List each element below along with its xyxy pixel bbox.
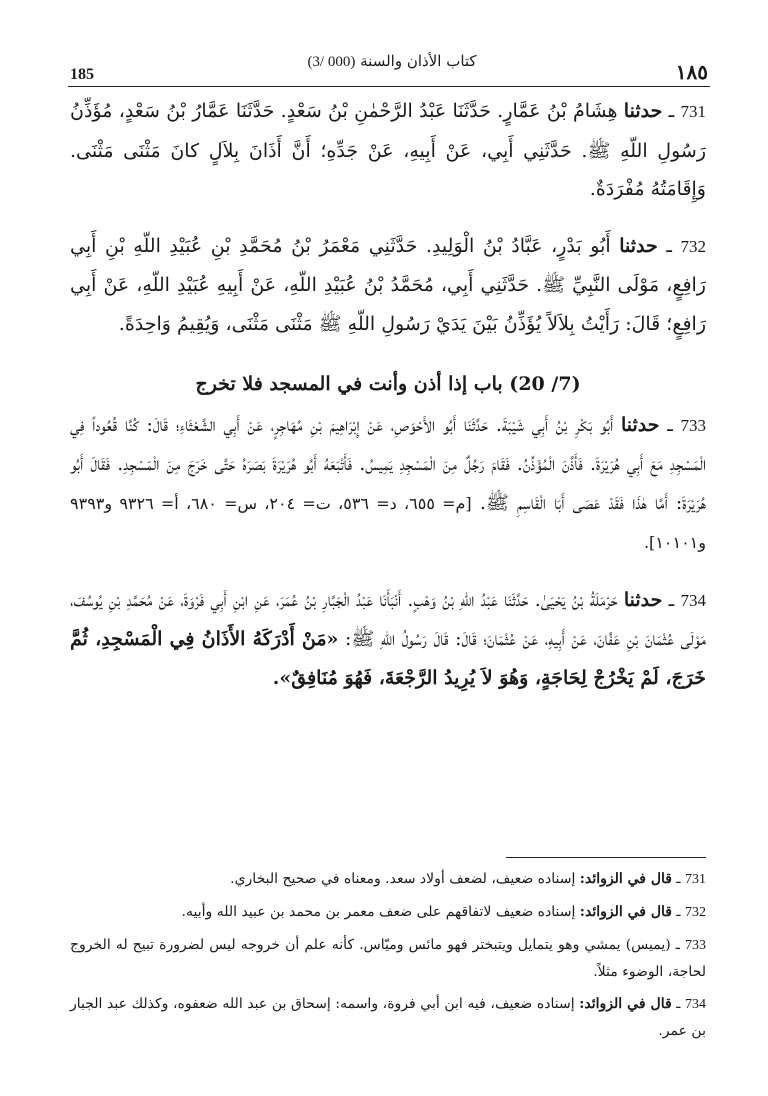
chapter-title: (7/ 20) باب إذا أذن وأنت في المسجد فلا تخرج: [195, 373, 581, 395]
footnote-732: 732 ـ قال في الزوائد: إسناده ضعيف لاتفاقهم على ضعف معمر بن محمد بن عبيد الله وأبيه.: [181, 904, 706, 920]
main-text: [70, 92, 706, 697]
hadith-733: 733 ـ حدثنا أَبُو بَكْرِ بْنُ أَبِي شَيْبَةَ. حَدَّثَنَا أَبُو الأَحْوَصِ، عَنْ إِبْرَاهِيمَ بْنِ مُهَاجِرٍ، عَنْ أَبِي الشَّعْثَاءِ؛ قَالَ: كُنَّا قُعُوداً فِي الْمَسْجِدِ مَعَ أَبِي هُرَيْرَةَ. فَأَذَّنَ الْمُؤَذِّنُ. فَقَامَ رَجُلٌ مِنَ الْمَسْجِدِ يَمِيسُ. فَأَتْبَعَهُ أَبُو هُرَيْرَةَ بَصَرَهُ حَتَّى خَرَجَ مِنَ الْمَسْجِدِ. فَقَالَ أَبُو هُرَيْرَةَ: أَمَّا هٰذَا فَقَدْ عَصَى أَبَا الْقَاسِمِ ﷺ. [م= ٦٥٥، د= ٥٣٦، ت= ٢٠٤، س= ٦٨٠، أ= ٩٣٢٦ و٩٣٩٣ و١٠١٠١].: [70, 413, 707, 552]
footnote-734: 734 ـ قال في الزوائد: إسناده ضعيف، فيه ابن أبي فروة، واسمه: إسحاق بن عبد الله ضعفوه، وكذلك عبد الجبار بن عمر.: [70, 996, 706, 1039]
footnote-text: إسناده ضعيف، فيه ابن أبي فروة، واسمه: إسحاق بن عبد الله ضعفوه، وكذلك عبد الجبار بن عمر.: [70, 996, 706, 1039]
hadith-text: أَبُو بَكْرِ بْنُ أَبِي شَيْبَةَ. حَدَّثَنَا أَبُو الأَحْوَصِ، عَنْ إِبْرَاهِيمَ بْنِ مُهَاجِرٍ، عَنْ أَبِي الشَّعْثَاءِ؛ قَالَ: كُنَّا قُعُوداً فِي الْمَسْجِدِ مَعَ أَبِي هُرَيْرَةَ. فَأَذَّنَ الْمُؤَذِّنُ. فَقَامَ رَجُلٌ مِنَ الْمَسْجِدِ يَمِيسُ. فَأَتْبَعَهُ أَبُو هُرَيْرَةَ بَصَرَهُ حَتَّى خَرَجَ مِنَ الْمَسْجِدِ. فَقَالَ أَبُو هُرَيْرَةَ: أَمَّا هٰذَا فَقَدْ عَصَى أَبَا الْقَاسِمِ ﷺ.: [70, 413, 707, 514]
hadith-734: 734 ـ حدثنا حَرْمَلَةُ بْنُ يَحْيَىٰ. حَدَّثَنَا عَبْدُ اللّهِ بْنُ وَهْبٍ. أَنْبَأَنَا عَبْدُ الْجَبَّارِ بْنُ عُمَرَ، عَنِ ابْنِ أَبِي فَرْوَةَ، عَنْ مُحَمَّدِ بْنِ يُوسُفَ، مَوْلَى عُثْمَانَ بْنِ عَفَّانَ، عَنْ أَبِيهِ، عَنْ عُثْمَانَ؛ قَالَ: قَالَ رَسُولُ اللّهِ ﷺ: «مَنْ أَدْرَكَهُ الأَذَانُ فِي الْمَسْجِدِ، ثُمَّ خَرَجَ، لَمْ يَخْرُجْ لِحَاجَةٍ، وَهُوَ لاَ يُرِيدُ الرَّجْعَةَ، فَهُوَ مُنَافِقٌ».: [70, 588, 706, 689]
book-title: كتاب الأذان والسنة: [360, 52, 477, 70]
footnote-label: (يميس): [625, 937, 671, 953]
footnote-label: قال في الزوائد:: [579, 904, 672, 920]
page-number-arabic: ١٨٥: [675, 60, 708, 84]
hadith-number: 732: [680, 236, 706, 256]
hadith-text: هِشَامُ بْنُ عَمَّارٍ. حَدَّثَنَا عَبْدُ الرَّحْمٰنِ بْنُ سَعْدٍ. حَدَّثَنَا عَمَّارُ بْنُ سَعْدٍ، مُؤَذِّنُ رَسُولِ اللّهِ ﷺ. حَدَّثَنِي أَبِي، عَنْ أَبِيهِ، عَنْ جَدِّهِ؛ أَنَّ أَذَانَ بِلاَلٍ كانَ مَثْنَى مَثْنَى. وَإِقَامَتُهُ مُفْرَدَةٌ.: [70, 100, 706, 200]
footnotes: [70, 866, 706, 1050]
footnote-text: إسناده ضعيف لاتفاقهم على ضعف معمر بن محمد بن عبيد الله وأبيه.: [181, 904, 576, 920]
hadith-matn: «مَنْ أَدْرَكَهُ الأَذَانُ فِي الْمَسْجِدِ، ثُمَّ خَرَجَ، لَمْ يَخْرُجْ لِحَاجَةٍ، وَهُوَ لاَ يُرِيدُ الرَّجْعَةَ، فَهُوَ مُنَافِقٌ».: [70, 628, 706, 689]
hadith-731: 731 ـ حدثنا هِشَامُ بْنُ عَمَّارٍ. حَدَّثَنَا عَبْدُ الرَّحْمٰنِ بْنُ سَعْدٍ. حَدَّثَنَا عَمَّارُ بْنُ سَعْدٍ، مُؤَذِّنُ رَسُولِ اللّهِ ﷺ. حَدَّثَنِي أَبِي، عَنْ أَبِيهِ، عَنْ جَدِّهِ؛ أَنَّ أَذَانَ بِلاَلٍ كانَ مَثْنَى مَثْنَى. وَإِقَامَتُهُ مُفْرَدَةٌ.: [70, 100, 706, 200]
volume-ref: (3/ 000): [307, 54, 356, 70]
hadith-text: أَبُو بَدْرٍ، عَبَّادُ بْنُ الْوَلِيدِ. حَدَّثَنِي مَعْمَرُ بْنُ مُحَمَّدِ بْنِ عُبَيْدِ اللّهِ بْنِ أَبِي رَافِعٍ، مَوْلَى النَّبِيِّ ﷺ. حَدَّثَنِي أَبِي، مُحَمَّدُ بْنُ عُبَيْدِ اللّهِ، عَنْ أَبِيهِ عُبَيْدِ اللّهِ، عَنْ أَبِي رَافِعٍ؛ قَالَ: رَأَيْتُ بِلاَلاً يُؤَذِّنُ بَيْنَ يَدَيْ رَسُولِ اللّهِ ﷺ مَثْنَى مَثْنَى، وَيُقِيمُ وَاحِدَةً.: [70, 234, 706, 335]
footnote-number: 731: [685, 872, 706, 887]
hadith-lead: حدثنا: [623, 100, 663, 122]
hadith-732: 732 ـ حدثنا أَبُو بَدْرٍ، عَبَّادُ بْنُ الْوَلِيدِ. حَدَّثَنِي مَعْمَرُ بْنُ مُحَمَّدِ بْنِ عُبَيْدِ اللّهِ بْنِ أَبِي رَافِعٍ، مَوْلَى النَّبِيِّ ﷺ. حَدَّثَنِي أَبِي، مُحَمَّدُ بْنُ عُبَيْدِ اللّهِ، عَنْ أَبِيهِ عُبَيْدِ اللّهِ، عَنْ أَبِي رَافِعٍ؛ قَالَ: رَأَيْتُ بِلاَلاً يُؤَذِّنُ بَيْنَ يَدَيْ رَسُولِ اللّهِ ﷺ مَثْنَى مَثْنَى، وَيُقِيمُ وَاحِدَةً.: [70, 234, 706, 335]
footnote-number: 732: [685, 905, 706, 920]
footnote-rule: [506, 857, 706, 858]
running-title: [70, 52, 708, 71]
hadith-number: 734: [680, 590, 706, 610]
hadith-number: 731: [680, 102, 706, 121]
page-header: [70, 44, 708, 84]
hadith-lead: حدثنا: [620, 413, 660, 436]
footnote-731: 731 ـ قال في الزوائد: إسناده ضعيف، لضعف أولاد سعد. ومعناه في صحيح البخاري.: [230, 871, 706, 887]
hadith-text: حَرْمَلَةُ بْنُ يَحْيَىٰ. حَدَّثَنَا عَبْدُ اللّهِ بْنُ وَهْبٍ. أَنْبَأَنَا عَبْدُ الْجَبَّارِ بْنُ عُمَرَ، عَنِ ابْنِ أَبِي فَرْوَةَ، عَنْ مُحَمَّدِ بْنِ يُوسُفَ، مَوْلَى عُثْمَانَ بْنِ عَفَّانَ، عَنْ أَبِيهِ، عَنْ عُثْمَانَ؛ قَالَ: قَالَ رَسُولُ اللّهِ ﷺ:: [70, 588, 706, 650]
hadith-references: [م= ٦٥٥، د= ٥٣٦، ت= ٢٠٤، س= ٦٨٠، أ= ٩٣٢٦ و٩٣٩٣ و١٠١٠١].: [70, 493, 706, 552]
footnote-text: يمشي وهو يتمايل ويتبختر فهو مائس وميّاس. كأنه علم أن خروجه ليس لضرورة تبيح له الخروج لحاجة، الوضوء مثلاً.: [70, 937, 706, 980]
footnote-text: إسناده ضعيف، لضعف أولاد سعد. ومعناه في صحيح البخاري.: [230, 871, 576, 887]
footnote-number: 733: [685, 938, 706, 953]
footnote-733: 733 ـ (يميس) يمشي وهو يتمايل ويتبختر فهو مائس وميّاس. كأنه علم أن خروجه ليس لضرورة تبيح له الخروج لحاجة، الوضوء مثلاً.: [70, 937, 706, 980]
hadith-lead: حدثنا: [623, 588, 663, 611]
footnote-number: 734: [685, 997, 706, 1012]
footnote-label: قال في الزوائد:: [579, 996, 672, 1012]
header-rule: [68, 86, 710, 87]
hadith-number: 733: [680, 415, 706, 435]
footnote-label: قال في الزوائد:: [579, 871, 672, 887]
hadith-lead: حدثنا: [619, 234, 658, 257]
page-number-latin: 185: [70, 66, 94, 83]
